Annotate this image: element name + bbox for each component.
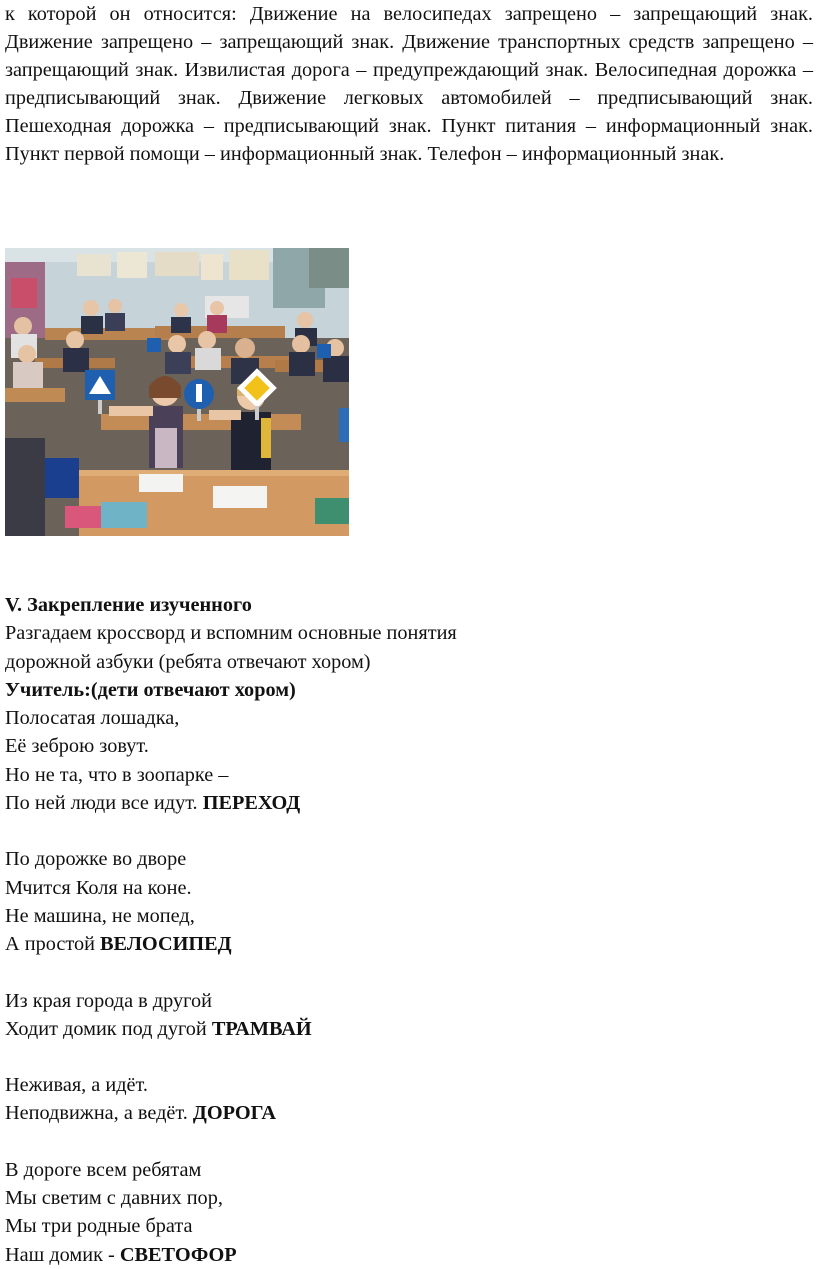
section-intro-line: Разгадаем кроссворд и вспомним основные понятия: [5, 622, 457, 645]
riddle-line: Мы светим с давних пор,: [5, 1187, 223, 1210]
riddle-line: [5, 1099, 805, 1127]
stanza-gap: [5, 1128, 805, 1156]
teacher-label: Учитель:(дети отвечают хором): [5, 678, 296, 701]
riddle-line: [5, 1241, 805, 1269]
riddle-line-text: Ходит домик под дугой: [5, 1017, 207, 1040]
riddle-line: [5, 930, 805, 958]
section-intro-line: дорожной азбуки (ребята отвечают хором): [5, 650, 371, 673]
classroom-photo: [5, 248, 349, 536]
riddle-line: Неживая, а идёт.: [5, 1074, 148, 1097]
riddle-line: Но не та, что в зоопарке –: [5, 763, 229, 786]
stanza-gap: [5, 1043, 805, 1071]
riddle-line: Мы три родные брата: [5, 1215, 193, 1238]
intro-paragraph: к которой он относится: Движение на велосипедах запрещено – запрещающий знак. Движение запрещено – запрещающий знак. Движение транспортных средств запрещено – запрещающий знак. Извилистая дорога – предупреждающий знак. Велосипедная дорожка – предписывающий знак. Движение легковых автомобилей – предписывающий знак. Пешеходная дорожка – предписывающий знак. Пункт питания – информационный знак. Пункт первой помощи – информационный знак. Телефон – информационный знак.: [5, 3, 813, 165]
riddle-line-text: Неподвижна, а ведёт.: [5, 1102, 188, 1125]
riddle-line: Мчится Коля на коне.: [5, 876, 192, 899]
riddle-line: Её зеброю зовут.: [5, 735, 149, 758]
riddle-line: По дорожке во дворе: [5, 848, 187, 871]
riddle-answer: ВЕЛОСИПЕД: [100, 933, 232, 956]
section-heading: V. Закрепление изученного: [5, 594, 252, 616]
riddle-line-text: Наш домик -: [5, 1243, 115, 1266]
riddle-line: [5, 789, 805, 817]
stanza-gap: [5, 959, 805, 987]
riddle-line-text: А простой: [5, 933, 95, 956]
riddle-line-text: По ней люди все идут.: [5, 792, 198, 815]
riddle-line: Не машина, не мопед,: [5, 904, 195, 927]
riddle-answer: ТРАМВАЙ: [211, 1017, 312, 1040]
riddle-line: Полосатая лошадка,: [5, 707, 180, 730]
stanza-gap: [5, 817, 805, 845]
riddle-answer: СВЕТОФОР: [119, 1243, 237, 1266]
consolidation-section: [5, 591, 805, 1269]
riddle-answer: ПЕРЕХОД: [202, 792, 301, 815]
riddle-line: Из края города в другой: [5, 989, 212, 1012]
riddle-line: [5, 1015, 805, 1043]
riddle-line: В дороге всем ребятам: [5, 1158, 202, 1181]
riddle-answer: ДОРОГА: [192, 1102, 277, 1125]
